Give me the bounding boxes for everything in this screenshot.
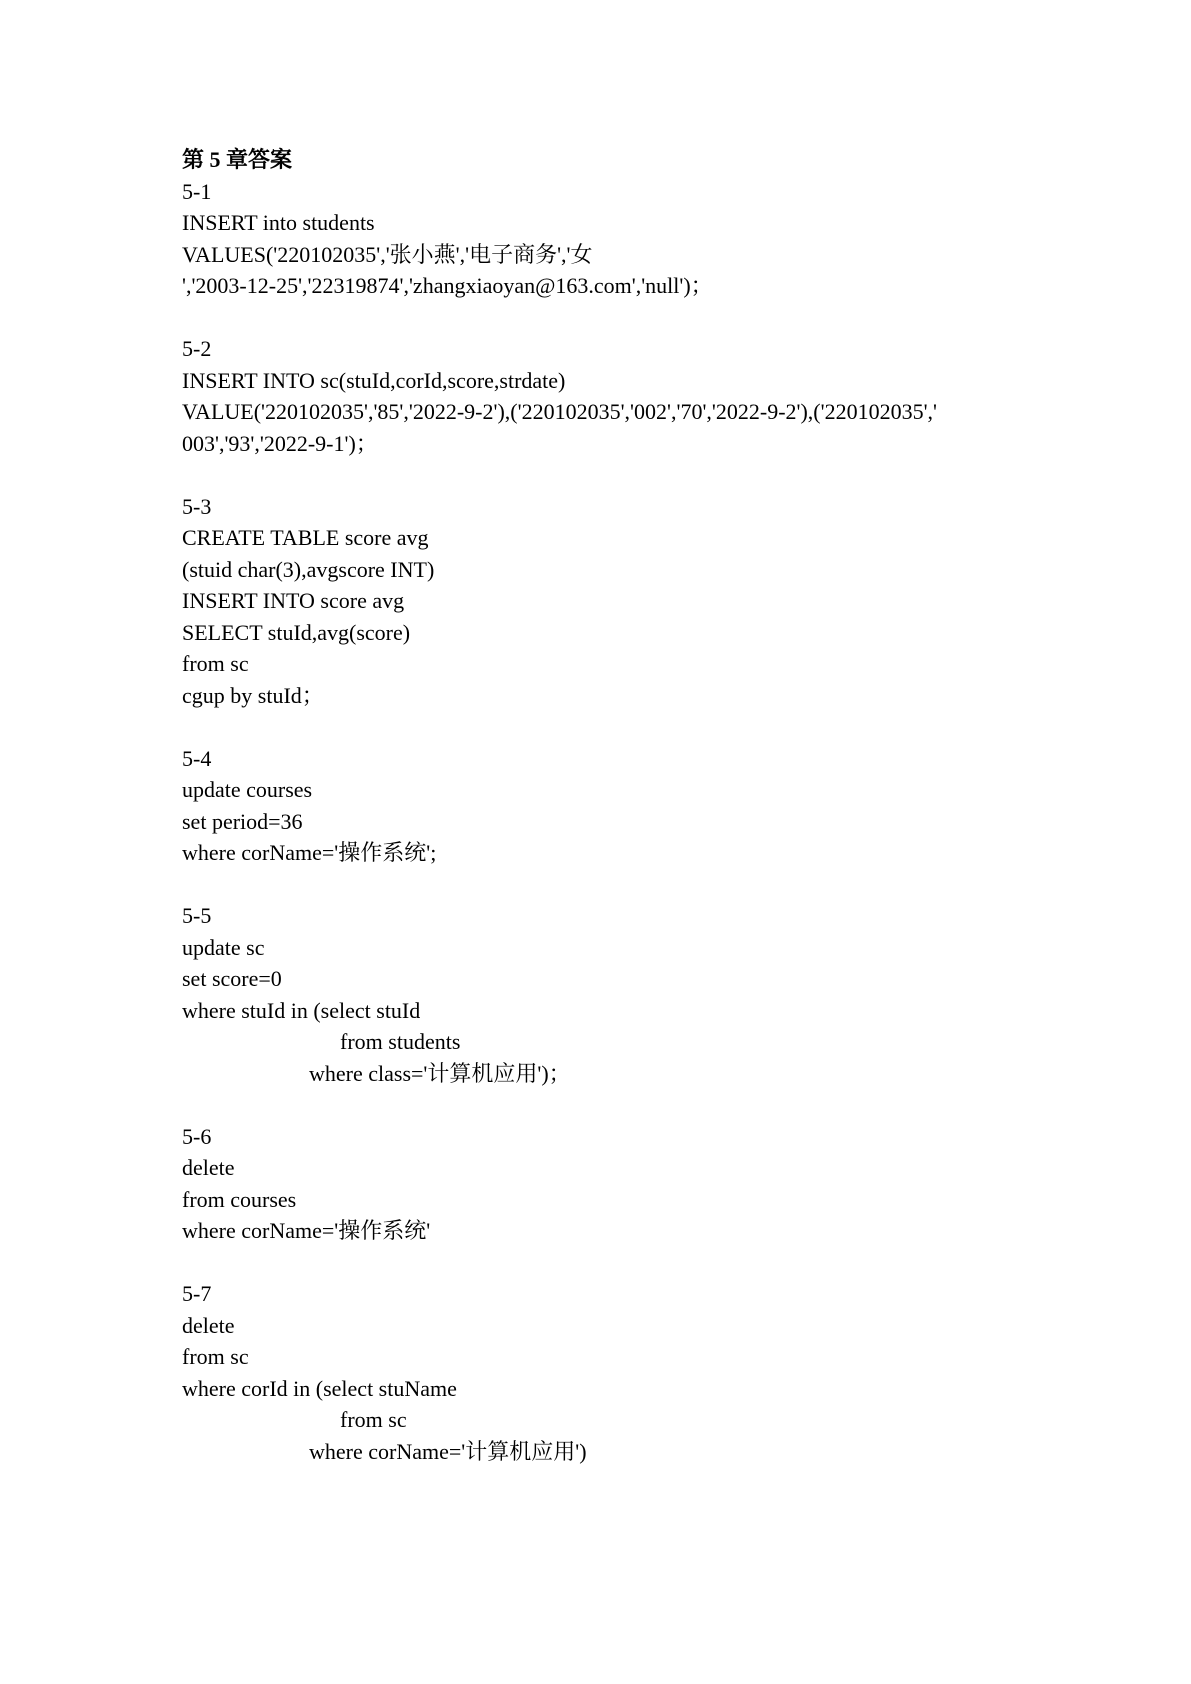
page-content <box>182 144 1082 1467</box>
code-line: set period=36 <box>182 808 303 834</box>
code-line: from courses <box>182 1186 297 1212</box>
section-label: 5-4 <box>182 745 212 771</box>
code-line: from students <box>340 1029 461 1054</box>
code-line: from sc <box>182 1344 249 1369</box>
code-line: where corName='操作系统'; <box>182 840 437 865</box>
code-line: VALUES('220102035','张小燕','电子商务','女 <box>182 241 593 267</box>
section-5-7 <box>182 1278 1082 1467</box>
code-line: where stuId in (select stuId <box>182 997 421 1023</box>
section-5-4 <box>182 743 1082 869</box>
code-line: ','2003-12-25','22319874','zhangxiaoyan@163.com','null')； <box>182 273 713 298</box>
section-label: 5-2 <box>182 336 212 361</box>
code-line: INSERT into students <box>182 210 375 235</box>
code-line: update sc <box>182 934 265 960</box>
code-line: from sc <box>340 1407 407 1432</box>
section-label: 5-5 <box>182 903 212 928</box>
section-spacer <box>182 711 1082 743</box>
code-line: update courses <box>182 777 313 802</box>
code-line: INSERT INTO score avg <box>182 588 405 613</box>
section-5-6 <box>182 1121 1082 1247</box>
code-line: cgup by stuId； <box>182 682 324 708</box>
code-line: VALUE('220102035','85','2022-9-2'),('220102035','002','70','2022-9-2'),('220102035',' <box>182 399 938 424</box>
section-spacer <box>182 459 1082 491</box>
code-line: where corId in (select stuName <box>182 1375 457 1401</box>
section-5-5 <box>182 900 1082 1089</box>
code-line: delete <box>182 1312 235 1338</box>
code-line: CREATE TABLE score avg <box>182 525 429 550</box>
code-line: SELECT stuId,avg(score) <box>182 619 411 645</box>
code-line: where corName='操作系统' <box>182 1218 431 1243</box>
section-5-2 <box>182 333 1082 459</box>
code-line: set score=0 <box>182 966 282 991</box>
page-title: 第 5 章答案 <box>182 147 293 172</box>
code-line: where class='计算机应用')； <box>309 1060 571 1086</box>
section-label: 5-3 <box>182 493 212 519</box>
section-label: 5-7 <box>182 1281 212 1306</box>
code-line: (stuid char(3),avgscore INT) <box>182 556 435 582</box>
section-spacer <box>182 1089 1082 1121</box>
section-5-3 <box>182 491 1082 712</box>
code-line: 003','93','2022-9-1')； <box>182 430 378 456</box>
section-5-1 <box>182 176 1082 302</box>
code-line: where corName='计算机应用') <box>309 1438 587 1464</box>
section-spacer <box>182 1247 1082 1279</box>
section-spacer <box>182 869 1082 901</box>
code-line: INSERT INTO sc(stuId,corId,score,strdate) <box>182 367 566 393</box>
section-label: 5-6 <box>182 1123 212 1149</box>
code-line: from sc <box>182 651 249 676</box>
section-spacer <box>182 302 1082 334</box>
section-label: 5-1 <box>182 178 212 204</box>
code-line: delete <box>182 1155 235 1180</box>
